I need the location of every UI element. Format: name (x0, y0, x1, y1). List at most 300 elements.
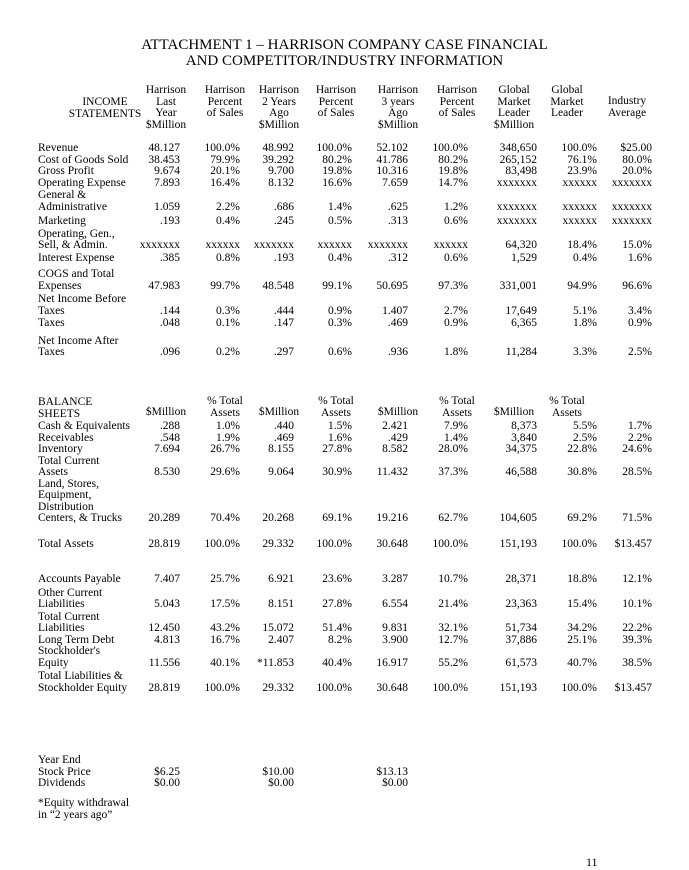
income-column-header: $Million (145, 118, 187, 131)
balance-column-header: Assets (209, 406, 241, 419)
cell-value: .385 (159, 251, 180, 264)
cell-value: 62.7% (438, 512, 468, 524)
cell-value: 6,365 (511, 317, 537, 329)
cell-value: 29.6% (210, 466, 240, 478)
cell-value: 24.6% (622, 443, 652, 455)
row-label: Revenue (38, 142, 79, 154)
cell-value: 7.659 (382, 176, 408, 189)
cell-value: 23.9% (567, 165, 597, 177)
income-column-header: of Sales (206, 107, 244, 119)
cell-value: 100.0% (561, 142, 597, 154)
cell-value: .297 (273, 346, 294, 358)
cell-value: 11.556 (148, 656, 180, 669)
cell-value: 151,193 (499, 681, 537, 694)
income-column-header: Harrison (377, 84, 419, 96)
cell-value: 30.648 (376, 537, 408, 550)
income-column-header: Global (498, 84, 530, 96)
cell-value: 15.4% (567, 598, 597, 610)
cell-value: 99.7% (210, 279, 240, 292)
row-label: Cost of Goods Sold (38, 153, 129, 166)
cell-value: 97.3% (438, 279, 468, 292)
balance-section-label: SHEETS (38, 407, 81, 420)
row-label: Total Liabilities & (38, 670, 123, 682)
cell-value: 0.6% (444, 215, 468, 227)
balance-column-header: % Total (549, 395, 585, 407)
cell-value: 12.450 (148, 622, 180, 634)
cell-value: .444 (273, 304, 294, 317)
cell-value: xxxxxx (205, 239, 240, 251)
cell-value: .313 (387, 215, 408, 227)
balance-column-header: Assets (441, 406, 473, 419)
cell-value: 69.1% (322, 512, 352, 524)
balance-column-header: Assets (551, 406, 583, 419)
balance-column-header: $Million (493, 406, 535, 418)
cell-value: 30.648 (376, 681, 408, 694)
cell-value: 15.072 (262, 622, 294, 634)
cell-value: 0.9% (628, 317, 652, 329)
cell-value: 14.7% (438, 176, 468, 189)
cell-value: 8.582 (382, 443, 408, 455)
cell-value: $13.457 (614, 681, 652, 694)
cell-value: 29.332 (262, 537, 294, 550)
cell-value: 3.900 (382, 633, 408, 646)
cell-value: 12.1% (622, 573, 652, 585)
cell-value: 100.0% (204, 142, 240, 154)
cell-value: 3.287 (382, 573, 408, 585)
cell-value: 20.268 (262, 512, 294, 524)
cell-value: 4.813 (154, 633, 180, 646)
cell-value: 331,001 (499, 279, 537, 292)
cell-value: .096 (159, 346, 180, 358)
cell-value: 2.421 (382, 420, 408, 432)
cell-value: .469 (387, 317, 408, 329)
cell-value: 100.0% (204, 537, 240, 550)
cell-value: .193 (273, 251, 294, 264)
row-label: Cash & Equivalents (38, 420, 130, 432)
cell-value: 0.1% (216, 317, 240, 329)
income-column-header: Leader (551, 107, 583, 119)
cell-value: .936 (387, 346, 408, 358)
row-label: Net Income Before (38, 293, 127, 305)
row-label: Liabilities (38, 598, 85, 610)
cell-value: 0.9% (444, 317, 468, 329)
cell-value: 100.0% (432, 681, 468, 694)
row-label: Operating, Gen., (38, 227, 115, 240)
cell-value: 27.8% (322, 443, 352, 455)
row-label: Long Term Debt (38, 633, 115, 646)
cell-value: 11,284 (505, 346, 537, 358)
cell-value: 0.3% (216, 304, 240, 317)
income-column-header: Market (497, 95, 531, 108)
cell-value: 28.819 (148, 537, 180, 550)
cell-value: $0.00 (268, 777, 294, 789)
cell-value: .147 (273, 317, 294, 329)
income-column-header: Harrison (145, 84, 187, 96)
cell-value: 51.4% (322, 622, 352, 634)
cell-value: 70.4% (210, 512, 240, 524)
cell-value: 76.1% (567, 153, 597, 166)
cell-value: .245 (273, 215, 294, 227)
cell-value: 9.700 (268, 165, 294, 177)
cell-value: xxxxxxx (611, 176, 652, 189)
cell-value: .312 (387, 251, 408, 264)
cell-value: 7.893 (154, 176, 180, 189)
cell-value: 1.8% (444, 346, 468, 358)
row-label: Taxes (38, 317, 65, 329)
cell-value: 8.530 (154, 466, 180, 478)
cell-value: .429 (387, 431, 408, 444)
cell-value: 40.7% (567, 656, 597, 669)
cell-value: 1.2% (444, 200, 468, 213)
cell-value: 8.151 (268, 598, 294, 610)
cell-value: 19.216 (376, 512, 408, 524)
cell-value: 39.292 (262, 153, 294, 166)
income-column-header: of Sales (317, 107, 355, 119)
cell-value: 30.9% (322, 466, 352, 478)
cell-value: xxxxxx (562, 176, 597, 189)
cell-value: 16.917 (376, 656, 408, 669)
cell-value: 0.9% (328, 304, 352, 317)
cell-value: 1.4% (328, 200, 352, 213)
cell-value: 94.9% (567, 279, 597, 292)
cell-value: 100.0% (561, 537, 597, 550)
cell-value: 17.5% (210, 598, 240, 610)
cell-value: 1.8% (573, 317, 597, 329)
cell-value: 100.0% (316, 681, 352, 694)
cell-value: 8,373 (511, 420, 537, 432)
income-column-header: Average (607, 106, 647, 119)
cell-value: 2.5% (628, 346, 652, 358)
row-label: Gross Profit (38, 165, 94, 177)
income-column-header: Global (551, 84, 583, 96)
cell-value: 3.3% (573, 346, 597, 358)
cell-value: .548 (159, 431, 180, 444)
cell-value: 28,371 (505, 573, 537, 585)
cell-value: 1.4% (444, 431, 468, 444)
row-label: Inventory (38, 443, 83, 455)
income-column-header: Market (550, 95, 584, 108)
income-column-header: Industry (607, 95, 647, 107)
cell-value: 8.155 (268, 443, 294, 455)
cell-value: 46,588 (505, 466, 537, 478)
cell-value: 16.6% (322, 176, 352, 189)
cell-value: 0.4% (328, 251, 352, 264)
cell-value: 28.819 (148, 681, 180, 694)
cell-value: 7.9% (444, 420, 468, 432)
cell-value: 83,498 (505, 165, 537, 177)
balance-section-label: BALANCE (38, 396, 93, 408)
row-label: Net Income After (38, 334, 119, 347)
income-column-header: Leader (498, 107, 530, 119)
cell-value: xxxxxxx (496, 176, 537, 189)
cell-value: 43.2% (210, 622, 240, 634)
cell-value: 18.4% (567, 239, 597, 251)
row-label: COGS and Total (38, 268, 115, 280)
cell-value: xxxxxxx (496, 215, 537, 227)
row-label: Distribution (38, 500, 94, 513)
cell-value: 100.0% (316, 537, 352, 550)
income-column-header: of Sales (438, 107, 476, 119)
cell-value: 47.983 (148, 279, 180, 292)
cell-value: .048 (159, 317, 180, 329)
row-label: Total Current (38, 454, 100, 467)
cell-value: xxxxxxx (496, 200, 537, 213)
cell-value: 20.1% (210, 165, 240, 177)
cell-value: 22.2% (622, 622, 652, 634)
cell-value: 25.1% (567, 633, 597, 646)
income-section-label: STATEMENTS (68, 107, 142, 120)
row-label: Taxes (38, 346, 65, 358)
cell-value: 23,363 (505, 598, 537, 610)
row-label: Year End (38, 754, 81, 766)
row-label: Dividends (38, 777, 86, 789)
cell-value: .469 (273, 431, 294, 444)
income-column-header: Harrison (436, 84, 478, 96)
cell-value: 50.695 (376, 279, 408, 292)
cell-value: 38.5% (622, 656, 652, 669)
row-label: Stockholder Equity (38, 681, 128, 694)
income-column-header: Percent (318, 95, 354, 108)
cell-value: 12.7% (438, 633, 468, 646)
income-column-header: $Million (493, 118, 535, 131)
cell-value: $0.00 (154, 777, 180, 789)
cell-value: 0.5% (328, 215, 352, 227)
row-label: Liabilities (38, 622, 85, 634)
cell-value: 0.6% (444, 251, 468, 264)
cell-value: *11.853 (257, 656, 294, 669)
cell-value: 104,605 (499, 512, 537, 524)
income-column-header: 2 Years (262, 95, 296, 108)
cell-value: 0.2% (216, 346, 240, 358)
income-column-header: Harrison (258, 84, 300, 96)
cell-value: xxxxxx (317, 239, 352, 251)
cell-value: xxxxxx (433, 239, 468, 251)
cell-value: 9.831 (382, 622, 408, 634)
cell-value: 80.0% (622, 153, 652, 166)
row-label: Total Current (38, 610, 100, 623)
cell-value: 27.8% (322, 598, 352, 610)
income-column-header: Harrison (204, 84, 246, 96)
cell-value: 6.554 (382, 598, 408, 610)
row-label: Stockholder's (38, 645, 101, 657)
cell-value: 7.694 (154, 443, 180, 455)
income-column-header: 3 years (381, 95, 415, 108)
cell-value: .193 (159, 215, 180, 227)
balance-column-header: $Million (377, 406, 419, 418)
cell-value: .288 (159, 420, 180, 432)
cell-value: 40.4% (322, 656, 352, 669)
cell-value: 16.4% (210, 176, 240, 189)
balance-column-header: $Million (258, 406, 300, 418)
row-label: Total Assets (38, 537, 94, 550)
cell-value: 39.3% (622, 633, 652, 646)
cell-value: 25.7% (210, 573, 240, 585)
cell-value: 28.0% (438, 443, 468, 455)
footnote: in “2 years ago” (38, 808, 113, 821)
income-column-header: Percent (207, 95, 243, 108)
cell-value: 100.0% (561, 681, 597, 694)
row-label: Sell, & Admin. (38, 239, 108, 251)
cell-value: 19.8% (322, 165, 352, 177)
cell-value: 96.6% (622, 279, 652, 292)
cell-value: 0.4% (216, 215, 240, 227)
row-label: Assets (38, 466, 69, 478)
cell-value: 52.102 (376, 142, 408, 154)
cell-value: 8.132 (268, 176, 294, 189)
page-title-line-1: ATTACHMENT 1 – HARRISON COMPANY CASE FINANCIAL (141, 37, 548, 53)
cell-value: $25.00 (620, 142, 652, 154)
cell-value: .440 (273, 420, 294, 432)
balance-column-header: Assets (320, 406, 352, 419)
balance-column-header: $Million (145, 406, 187, 418)
cell-value: 151,193 (499, 537, 537, 550)
cell-value: 71.5% (622, 512, 652, 524)
balance-column-header: % Total (439, 395, 475, 407)
cell-value: 1.407 (382, 304, 408, 317)
row-label: Equipment, (38, 489, 92, 501)
cell-value: 9.674 (154, 165, 180, 177)
cell-value: 64,320 (505, 239, 537, 251)
row-label: Centers, & Trucks (38, 512, 123, 524)
cell-value: 15.0% (622, 239, 652, 251)
cell-value: .686 (273, 200, 294, 213)
row-label: Expenses (38, 279, 82, 292)
cell-value: 80.2% (438, 153, 468, 166)
cell-value: xxxxxx (562, 215, 597, 227)
cell-value: 2.5% (573, 431, 597, 444)
cell-value: 2.7% (444, 304, 468, 317)
cell-value: 20.289 (148, 512, 180, 524)
cell-value: $13.457 (614, 537, 652, 550)
cell-value: 55.2% (438, 656, 468, 669)
cell-value: 37.3% (438, 466, 468, 478)
cell-value: 19.8% (438, 165, 468, 177)
cell-value: 100.0% (204, 681, 240, 694)
cell-value: .625 (387, 200, 408, 213)
cell-value: 100.0% (316, 142, 352, 154)
cell-value: 37,886 (505, 633, 537, 646)
row-label: Taxes (38, 304, 65, 317)
cell-value: 61,573 (505, 656, 537, 669)
cell-value: 1.059 (154, 200, 180, 213)
cell-value: 41.786 (376, 153, 408, 166)
cell-value: xxxxxxx (139, 239, 180, 251)
row-label: Other Current (38, 586, 103, 599)
cell-value: 1.0% (216, 420, 240, 432)
income-column-header: Ago (388, 107, 408, 119)
cell-value: 5.1% (573, 304, 597, 317)
cell-value: 69.2% (567, 512, 597, 524)
income-column-header: Year (155, 107, 177, 119)
cell-value: 1.9% (216, 431, 240, 444)
cell-value: 26.7% (210, 443, 240, 455)
cell-value: $0.00 (382, 777, 408, 789)
cell-value: 11.432 (376, 466, 408, 478)
row-label: Operating Expense (38, 176, 126, 189)
cell-value: 265,152 (499, 153, 537, 166)
cell-value: 79.9% (210, 153, 240, 166)
income-column-header: Percent (439, 95, 475, 108)
cell-value: 34.2% (567, 622, 597, 634)
cell-value: 0.3% (328, 317, 352, 329)
income-column-header: Harrison (315, 84, 357, 96)
cell-value: 100.0% (432, 537, 468, 550)
row-label: Accounts Payable (38, 573, 121, 585)
row-label: Equity (38, 656, 69, 669)
cell-value: 7.407 (154, 573, 180, 585)
cell-value: 6.921 (268, 573, 294, 585)
row-label: Administrative (38, 200, 107, 213)
cell-value: 48.127 (148, 142, 180, 154)
cell-value: xxxxxxx (253, 239, 294, 251)
cell-value: xxxxxxx (611, 215, 652, 227)
cell-value: 23.6% (322, 573, 352, 585)
cell-value: 18.8% (567, 573, 597, 585)
cell-value: 1.6% (628, 251, 652, 264)
income-column-header: $Million (258, 118, 300, 131)
cell-value: 8.2% (328, 633, 352, 646)
cell-value: 1,529 (511, 251, 537, 264)
page-title-line-2: AND COMPETITOR/INDUSTRY INFORMATION (185, 53, 504, 69)
cell-value: 40.1% (210, 656, 240, 669)
cell-value: 10.7% (438, 573, 468, 585)
cell-value: 38.453 (148, 153, 180, 166)
row-label: General & (38, 189, 87, 201)
cell-value: 5.043 (154, 598, 180, 610)
cell-value: 5.5% (573, 420, 597, 432)
cell-value: 0.8% (216, 251, 240, 264)
cell-value: 80.2% (322, 153, 352, 166)
cell-value: xxxxxxx (611, 200, 652, 213)
page-number: 11 (586, 855, 598, 869)
cell-value: 21.4% (438, 598, 468, 610)
cell-value: 30.8% (567, 466, 597, 478)
cell-value: 3,840 (511, 431, 537, 444)
cell-value: $6.25 (154, 765, 180, 778)
cell-value: 1.6% (328, 431, 352, 444)
cell-value: 10.1% (622, 598, 652, 610)
cell-value: 0.6% (328, 346, 352, 358)
cell-value: 2.407 (268, 633, 294, 646)
cell-value: 48.548 (262, 279, 294, 292)
cell-value: 51,734 (505, 622, 537, 634)
income-section-label: INCOME (82, 96, 128, 108)
balance-column-header: % Total (318, 395, 354, 407)
cell-value: $13.13 (376, 765, 408, 778)
row-label: Receivables (38, 431, 94, 444)
cell-value: .144 (159, 304, 180, 317)
income-column-header: Ago (269, 107, 289, 119)
cell-value: 2.2% (216, 200, 240, 213)
cell-value: 99.1% (322, 279, 352, 292)
row-label: Marketing (38, 215, 86, 227)
row-label: Stock Price (38, 765, 91, 778)
cell-value: 34,375 (505, 443, 537, 455)
cell-value: 17,649 (505, 304, 537, 317)
cell-value: 348,650 (499, 142, 537, 154)
cell-value: xxxxxxx (367, 239, 408, 251)
cell-value: 28.5% (622, 466, 652, 478)
balance-column-header: % Total (207, 395, 243, 407)
cell-value: 0.4% (573, 251, 597, 264)
cell-value: xxxxxx (562, 200, 597, 213)
cell-value: 20.0% (622, 165, 652, 177)
cell-value: 48.992 (262, 142, 294, 154)
cell-value: $10.00 (262, 765, 294, 778)
income-column-header: $Million (377, 118, 419, 131)
row-label: Interest Expense (38, 251, 115, 264)
cell-value: 10.316 (376, 165, 408, 177)
